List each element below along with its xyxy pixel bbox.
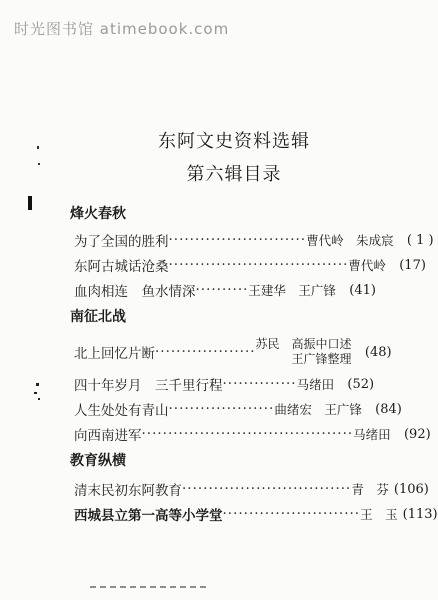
entry-author: 青 芬 — [351, 482, 389, 497]
entry-author-line1: 苏民 高振中口述 — [255, 337, 352, 351]
dot-leader: ···················· — [168, 401, 275, 417]
entry-author: 王建华 王广锋 — [248, 283, 336, 298]
dot-leader: ········································ — [141, 426, 354, 442]
entry-title: 血肉相连 鱼水情深 — [74, 284, 196, 300]
entry-title: 为了全国的胜利 — [74, 234, 169, 250]
entry-title: 北上回忆片断 — [74, 346, 155, 362]
scan-edge — [90, 586, 210, 588]
dot-leader: ·········· — [195, 282, 249, 298]
entry-title: 人生处处有青山 — [74, 403, 169, 419]
entry-author: 马绪田 — [353, 427, 391, 442]
entry-page: (17) — [399, 257, 426, 273]
entry-page: (113) — [402, 506, 438, 522]
entry-title: 清末民初东阿教育 — [74, 483, 182, 499]
dot-leader: ··················· — [155, 344, 256, 360]
entry-author: 曹代岭 朱成宸 — [306, 233, 394, 248]
toc-title: 第六辑目录 — [186, 164, 282, 185]
entry-page: (106) — [393, 481, 429, 497]
entry-author: 曲绪宏 王广锋 — [274, 402, 362, 417]
dot-leader: ·························· — [222, 506, 361, 522]
entry-page: (41) — [349, 282, 376, 298]
book-title: 东阿文史资料选辑 — [158, 131, 310, 152]
dot-leader: ·············· — [222, 376, 297, 392]
dot-leader: ·························· — [168, 232, 307, 248]
watermark: 时光图书馆 atimebook.com — [14, 20, 230, 38]
entry-page: (92) — [403, 426, 431, 442]
dot-leader: ································ — [182, 481, 352, 497]
entry-title: 四十年岁月 三千里行程 — [74, 378, 223, 394]
section-heading: 烽火春秋 — [70, 206, 126, 222]
entry-author: 马绪田 — [296, 377, 335, 392]
section-heading: 南征北战 — [70, 309, 126, 325]
entry-title: 西城县立第一高等小学堂 — [74, 508, 223, 524]
entry-author-line2: 王广锋整理 — [291, 352, 352, 366]
entry-page: (84) — [375, 401, 402, 417]
entry-title: 向西南进军 — [74, 428, 142, 444]
entry-page: ( 1 ) — [406, 232, 434, 248]
section-heading: 教育纵横 — [70, 453, 126, 469]
dot-leader: ·································· — [168, 257, 349, 273]
entry-author: 曹代岭 — [348, 258, 386, 273]
entry-page: (52) — [347, 376, 375, 392]
entry-author: 王 玉 — [360, 507, 398, 522]
entry-page: (48) — [364, 344, 392, 360]
entry-title: 东阿古城话沧桑 — [74, 259, 169, 275]
